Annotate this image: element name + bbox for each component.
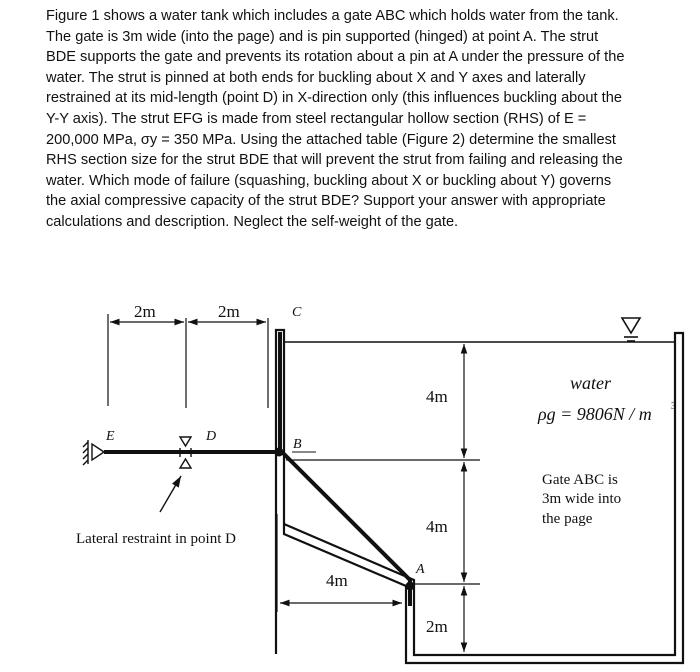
tank-walls	[276, 330, 683, 663]
problem-line: the axial compressive capacity of the strut BDE? Support your answer with appropriate	[46, 193, 606, 210]
problem-line: The gate is 3m wide (into the page) and is pin supported (hinged) at point A. The strut	[46, 28, 599, 45]
problem-line: water. The strut is pinned at both ends for buckling about X and Y axes and laterally	[46, 69, 586, 86]
top-dimensions	[108, 314, 268, 408]
pin-e-support	[83, 440, 104, 465]
dim-water-lower: 2m	[426, 617, 448, 636]
dim-bottom-horizontal: 4m	[326, 571, 348, 590]
problem-line: 200,000 MPa, σy = 350 MPa. Using the attached table (Figure 2) determine the smallest	[46, 131, 616, 148]
problem-line: BDE supports the gate and prevents its rotation about a pin at A under the pressure of the	[46, 49, 625, 66]
problem-line: restrained at its mid-length (point D) in X-direction only (this influences buckling about the	[46, 90, 622, 107]
problem-line: RHS section size for the strut BDE that will prevent the strut from failing and releasing the	[46, 152, 623, 169]
gate-abc	[280, 332, 410, 606]
dim-top-right: 2m	[218, 302, 240, 321]
pin-a	[406, 582, 415, 591]
label-e: E	[106, 429, 115, 444]
gate-note-line: the page	[542, 511, 593, 527]
gate-note-line: 3m wide into	[542, 491, 622, 507]
problem-line: Figure 1 shows a water tank which includes a gate ABC which holds water from the tank.	[46, 8, 619, 24]
water-label: water	[570, 373, 612, 393]
label-d: D	[206, 429, 217, 444]
problem-line: Y-Y axis). The strut EFG is made from steel rectangular hollow section (RHS) of E =	[46, 110, 587, 127]
dim-water-upper: 4m	[426, 387, 448, 406]
label-a: A	[416, 562, 425, 577]
label-b: B	[293, 437, 302, 452]
problem-line: calculations and description. Neglect the self-weight of the gate.	[46, 213, 459, 230]
water-density: ρg = 9806N / m	[538, 404, 652, 424]
gate-note-line: Gate ABC is	[542, 472, 618, 488]
problem-line: water. Which mode of failure (squashing, buckling about X or buckling about Y) governs	[46, 172, 612, 189]
lateral-restraint-caption: Lateral restraint in point D	[76, 531, 236, 547]
dim-water-middle: 4m	[426, 517, 448, 536]
water-level-symbol	[622, 318, 640, 341]
dim-top-left: 2m	[134, 302, 156, 321]
vertical-dimensions	[286, 344, 480, 652]
label-c: C	[292, 305, 302, 320]
lateral-restraint-d	[160, 437, 191, 512]
water-density-exponent: 3	[671, 401, 676, 412]
